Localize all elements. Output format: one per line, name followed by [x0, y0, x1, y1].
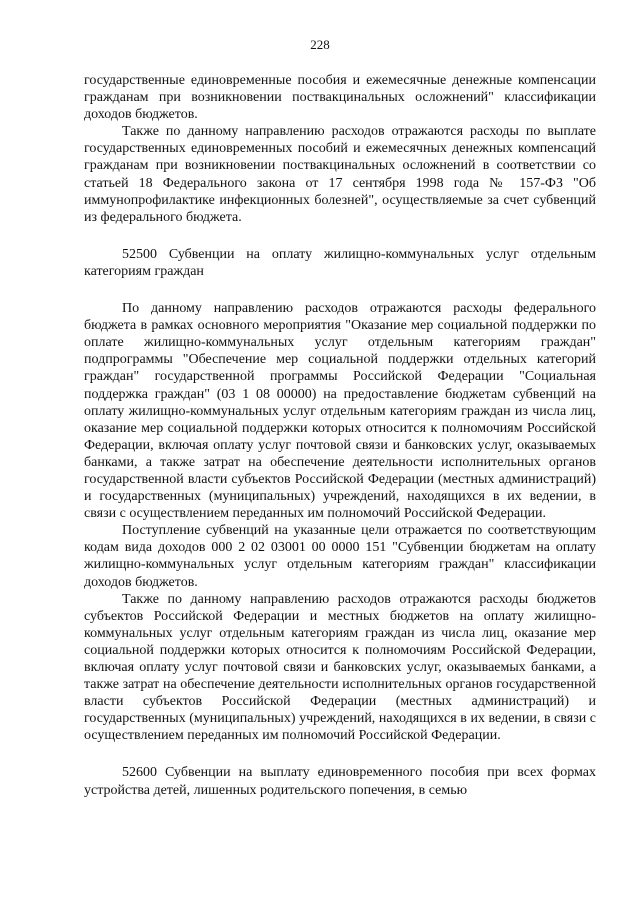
section-heading-52500: 52500 Субвенции на оплату жилищно-коммунальных услуг отдельным категориям граждан: [84, 246, 596, 279]
paragraph-subvention-receipt: Поступление субвенций на указанные цели отражается по соответствующим кодам вида доходов 000 2 02 03001 00 0000 151 "Субвенции бюджетам на оплату жилищно-коммунальных услуг отдельным категориям граждан" классификации доходов бюджетов.: [84, 523, 596, 590]
spacer: [84, 744, 596, 764]
spacer: [84, 280, 596, 300]
paragraph-regional-budgets: Также по данному направлению расходов отражаются расходы бюджетов субъектов Российской Федерации и местных бюджетов на оплату жилищно-коммунальных услуг отдельным категориям граждан из числа лиц, оказание мер социальной поддержки которых относится к полномочиям Российской Федерации, включая оплату услуг почтовой связи и банковских услуг, оказываемых банками, а также затрат на обеспечение деятельности исполнительных органов государственной власти субъектов Российской Федерации (местных администраций) и государственных (муниципальных) учреждений, находящихся в их ведении, в связи с осуществлением переданных им полномочий Российской Федерации.: [84, 591, 596, 744]
paragraph-continuation: государственные единовременные пособия и ежемесячные денежные компенсации гражданам при возникновении поствакцинальных осложнений" классификации доходов бюджетов.: [84, 73, 596, 123]
page-number: 228: [310, 37, 330, 52]
section-heading-52600: 52600 Субвенции на выплату единовременного пособия при всех формах устройства детей, лишенных родительского попечения, в семью: [84, 765, 596, 798]
paragraph-federal-budget: По данному направлению расходов отражаются расходы федерального бюджета в рамках основного мероприятия "Оказание мер социальной поддержки по оплате жилищно-коммунальных услуг отдельным категориям граждан" подпрограммы "Обеспечение мер социальной поддержки отдельных категорий граждан" государственной программы Российской Федерации "Социальная поддержка граждан" (03 1 08 00000) на предоставление бюджетам субвенций на оплату жилищно-коммунальных услуг отдельным категориям граждан из числа лиц, оказание мер социальной поддержки которых относится к полномочиям Российской Федерации, включая оплату услуг почтовой связи и банковских услуг, оказываемых банками, а также затрат на обеспечение деятельности исполнительных органов государственной власти субъектов Российской Федерации (местных администраций) и государственных (муниципальных) учреждений, находящихся в их ведении, в связи с осуществлением переданных им полномочий Российской Федерации.: [84, 301, 596, 522]
paragraph-expenses-note: Также по данному направлению расходов отражаются расходы по выплате государственных единовременных пособий и ежемесячных денежных компенсаций гражданам при возникновении поствакцинальных осложнений в соответствии со статьей 18 Федерального закона от 17 сентября 1998 года № 157-ФЗ "Об иммунопрофилактике инфекционных болезней", осуществляемые за счет субвенций из федерального бюджета.: [84, 124, 596, 225]
document-body: [84, 72, 596, 799]
spacer: [84, 226, 596, 246]
